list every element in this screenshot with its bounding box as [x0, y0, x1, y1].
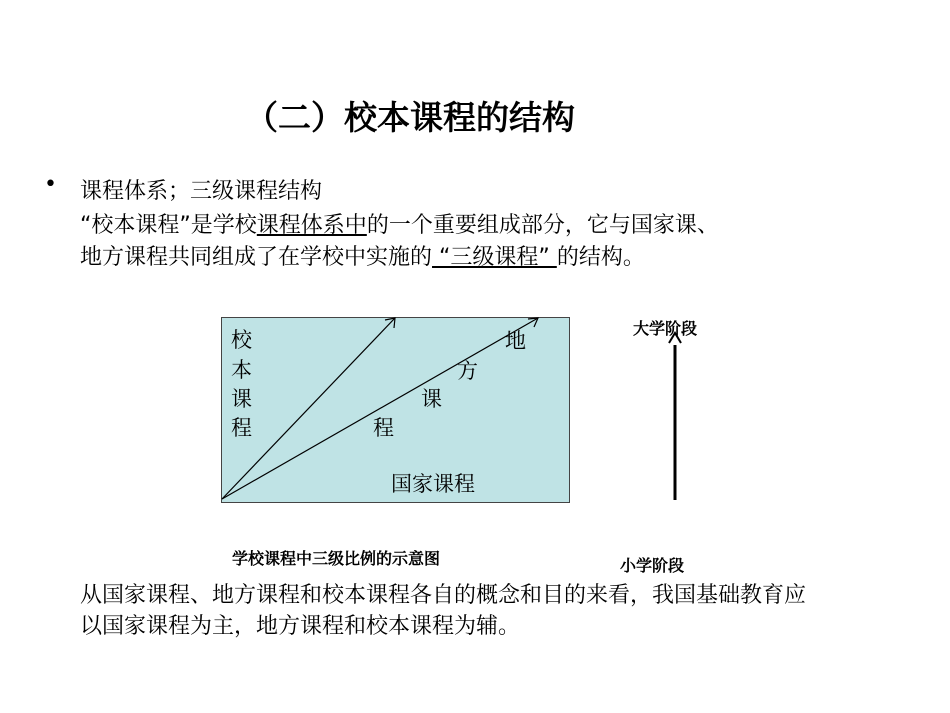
local-arrow-line [222, 318, 538, 499]
line2-text-b: 的一个重要组成部分，它与国家课、 [366, 213, 719, 238]
local-label-3: 课 [421, 387, 442, 411]
line3-text-b: 的结构。 [556, 245, 645, 270]
line3-underlined: “三级课程” [432, 245, 557, 270]
local-label-2: 方 [457, 359, 478, 383]
bullet-heading: 课程体系；三级课程结构 [80, 179, 323, 204]
stage-top-label: 大学阶段 [633, 319, 698, 338]
stage-bottom-label: 小学阶段 [620, 556, 685, 575]
school-label-4: 程 [231, 416, 252, 440]
line3-text-a: 地方课程共同组成了在学校中实施的 [80, 245, 433, 270]
school-label-1: 校 [231, 328, 252, 352]
line2-text-a: “校本课程”是学校 [80, 213, 257, 238]
line2-underlined: 课程体系中 [256, 213, 367, 238]
local-label-1: 地 [505, 329, 526, 353]
national-label: 国家课程 [391, 472, 475, 496]
school-label-2: 本 [231, 358, 252, 382]
conclusion-line-2: 以国家课程为主，地方课程和校本课程为辅。 [80, 614, 521, 639]
diagram-caption: 学校课程中三级比例的示意图 [232, 549, 441, 568]
conclusion-line-1: 从国家课程、地方课程和校本课程各自的概念和目的来看，我国基础教育应 [80, 583, 807, 608]
school-label-3: 课 [231, 387, 252, 411]
local-label-4: 程 [373, 416, 394, 440]
slide-title: （二）校本课程的结构 [245, 98, 575, 137]
bullet-dot: • [44, 172, 57, 197]
